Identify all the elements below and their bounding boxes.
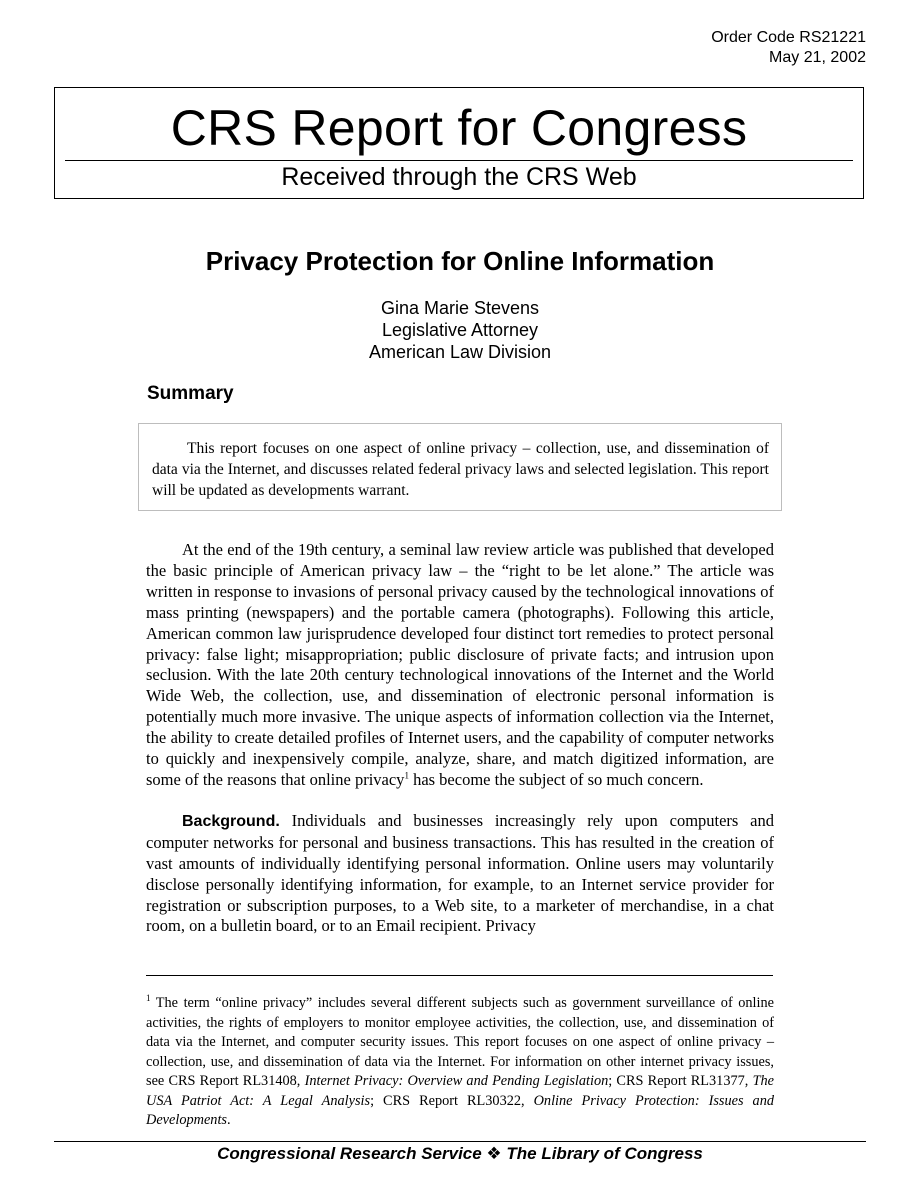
footnote-text-1: The term “online privacy” includes several different subjects such as government surveillance of online activities, the rights of employers to monitor employee activities, the collection, use, and dissemination of data via the Internet, and computer security issues. This report focuses on one aspect of online privacy – collection, use, and dissemination of data via the Internet. For information on other internet privacy issues, see CRS Report RL31408,	[146, 995, 774, 1089]
footnote-title-2: The USA Patriot Act: A Legal Analysis	[146, 1073, 775, 1109]
order-code-block	[711, 28, 866, 68]
masthead-subtitle: Received through the CRS Web	[281, 163, 637, 191]
footnote-reference: 1	[404, 770, 409, 781]
author-division: American Law Division	[368, 342, 552, 362]
footnote-marker: 1	[146, 993, 151, 1004]
author-block	[0, 297, 920, 363]
order-code: Order Code RS21221	[711, 29, 866, 46]
report-date: May 21, 2002	[769, 49, 866, 66]
footnote-title-3: Online Privacy Protection: Issues and Developments	[146, 1092, 774, 1128]
footer-divider	[54, 1141, 866, 1142]
footnote-text-4: .	[227, 1112, 231, 1128]
footnote-text-3: ; CRS Report RL30322,	[370, 1092, 534, 1109]
intro-text-tail: has become the subject of so much concern.	[408, 769, 704, 789]
summary-box	[138, 423, 782, 511]
summary-heading: Summary	[147, 383, 234, 404]
footnote-text-2: ; CRS Report RL31377,	[608, 1073, 753, 1089]
intro-paragraph	[146, 540, 774, 791]
page-footer: Congressional Research Service ❖ The Library of Congress	[217, 1144, 703, 1163]
report-title: Privacy Protection for Online Information	[205, 246, 715, 276]
background-paragraph	[146, 811, 774, 937]
footnote-divider	[146, 975, 773, 976]
body-text	[146, 540, 774, 957]
footnote	[146, 994, 774, 1131]
intro-text: At the end of the 19th century, a seminal law review article was published that developed the basic principle of American privacy law – the “right to be let alone.” The article was written in response to invasions of personal privacy caused by the technological innovations of mass printing (newspapers) and the portable camera (photographs). Following this article, American common law jurisprudence developed four distinct tort remedies to protect personal privacy: false light; misappropriation; public disclosure of private facts; and intrusion upon seclusion. With the late 20th century technological innovations of the Internet and the World Wide Web, the collection, use, and dissemination of electronic personal information is potentially much more invasive. The unique aspects of information collection via the Internet, the ability to create detailed profiles of Internet users, and the capability of computer networks to quickly and inexpensively compile, analyze, share, and match digitized information, are some of the reasons that online privacy	[146, 540, 774, 789]
footnote-title-1: Internet Privacy: Overview and Pending Legislation	[304, 1073, 609, 1089]
masthead-divider	[65, 160, 853, 161]
masthead-title: CRS Report for Congress	[170, 100, 748, 156]
summary-text: This report focuses on one aspect of online privacy – collection, use, and dissemination of data via the Internet, and discusses related federal privacy laws and selected legislation. This report will be updated as developments warrant.	[152, 440, 769, 499]
author-name: Gina Marie Stevens	[380, 298, 540, 318]
author-position: Legislative Attorney	[381, 320, 539, 340]
background-heading: Background.	[182, 812, 280, 830]
background-text: Individuals and businesses increasingly rely upon computers and computer networks for personal and business transactions. This has resulted in the creation of vast amounts of individually identifying personal information. Online users may voluntarily disclose personally identifying information, for example, to an Internet service provider for registration or subscription purposes, to a Web site, to a marketer of merchandise, in a chat room, on a bulletin board, or to an Email recipient. Privacy	[146, 810, 774, 936]
masthead-box	[54, 87, 864, 199]
